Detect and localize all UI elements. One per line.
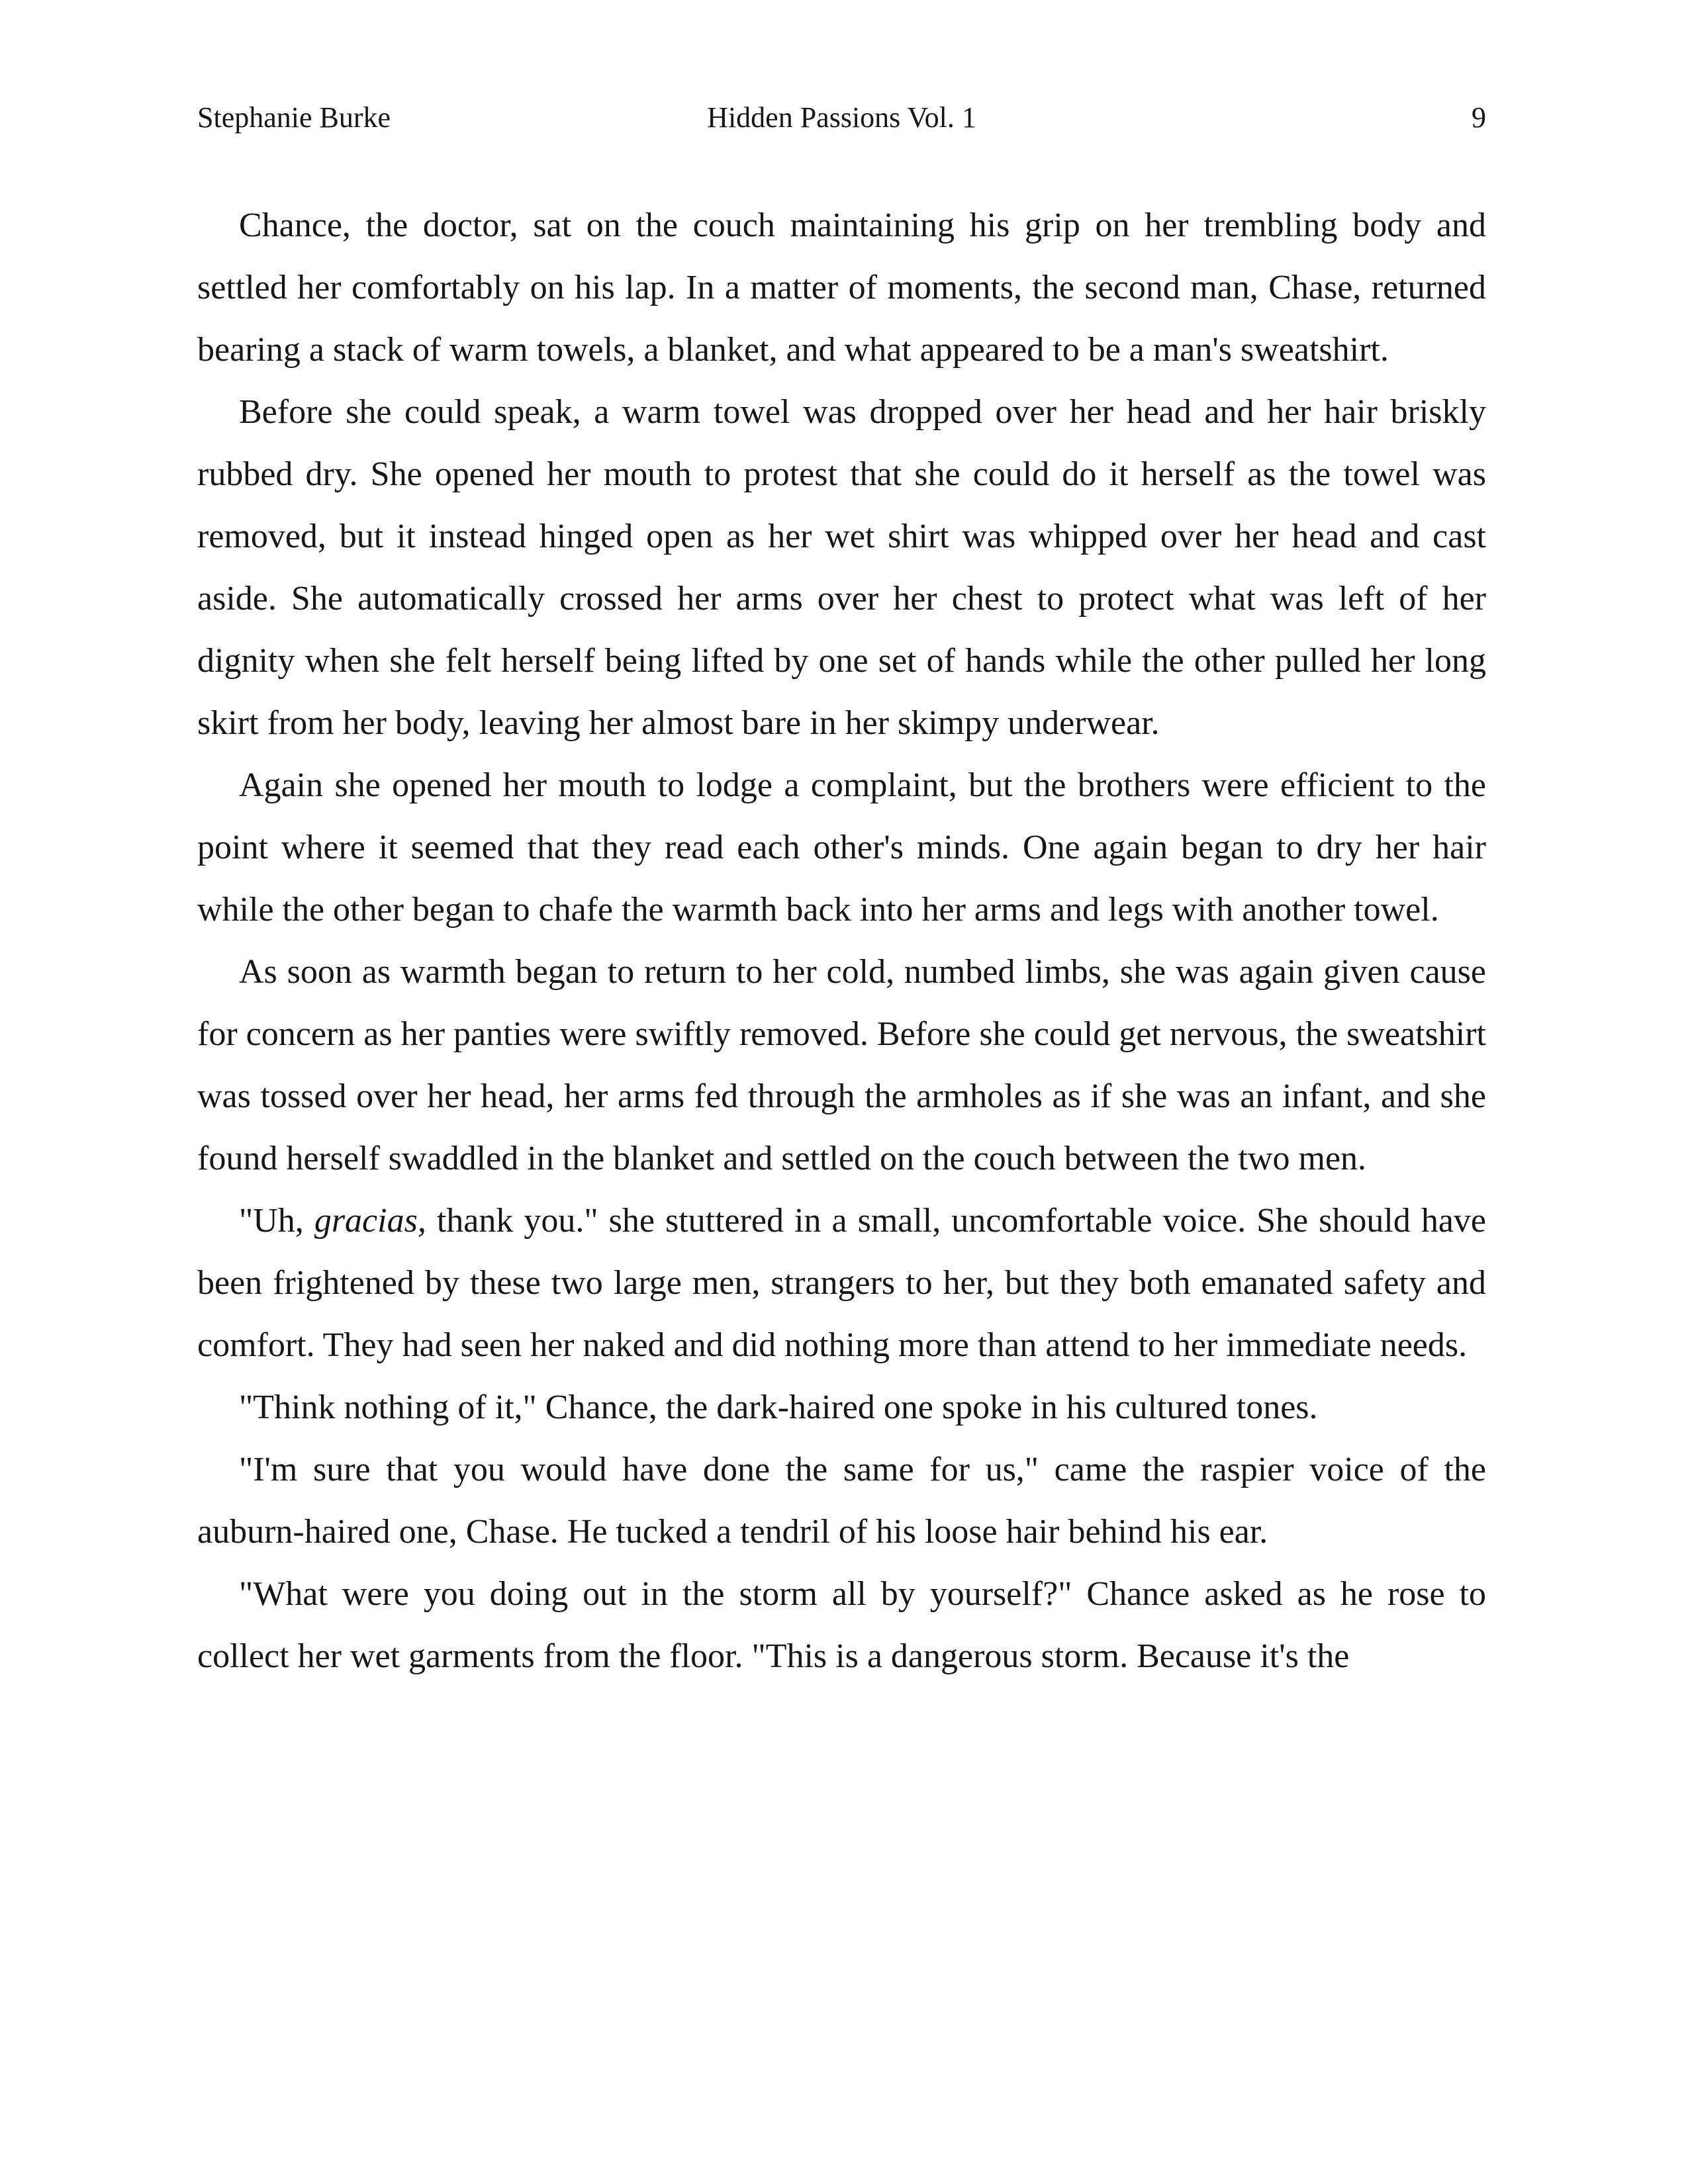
paragraph-5-italic-word: gracias,	[314, 1202, 426, 1240]
header-page-number: 9	[1472, 101, 1486, 134]
paragraph-2: Before she could speak, a warm towel was dropped over her head and her hair briskly rubbed dry. She opened her mouth to protest that she could do it herself as the towel was removed, but it instead hinged open as her wet shirt was whipped over her head and cast aside. She automatically crossed her arms over her chest to protect what was left of her dignity when she felt herself being lifted by one set of hands while the other pulled her long skirt from her body, leaving her almost bare in her skimpy underwear.	[197, 393, 1486, 742]
paragraph-1: Chance, the doctor, sat on the couch maintaining his grip on her trembling body and settled her comfortably on his lap. In a matter of moments, the second man, Chase, returned bearing a stack of warm towels, a blanket, and what appeared to be a man's sweatshirt.	[197, 206, 1486, 369]
paragraph-4: As soon as warmth began to return to her cold, numbed limbs, she was again given cause for concern as her panties were swiftly removed. Before she could get nervous, the sweatshirt was tossed over her head, her arms fed through the armholes as if she was an infant, and she found herself swaddled in the blanket and settled on the couch between the two men.	[197, 953, 1486, 1177]
paragraph-5-post: thank you." she stuttered in a small, uncomfortable voice. She should have been frightened by these two large men, strangers to her, but they both emanated safety and comfort. They had seen her naked and did nothing more than attend to her immediate needs.	[197, 1202, 1487, 1364]
paragraph-8: "What were you doing out in the storm all by yourself?" Chance asked as he rose to collect her wet garments from the floor. "This is a dangerous storm. Because it's the	[197, 1575, 1486, 1675]
paragraph-6: "Think nothing of it," Chance, the dark-haired one spoke in his cultured tones.	[239, 1388, 1318, 1426]
header-author: Stephanie Burke	[197, 101, 391, 134]
running-header	[197, 98, 1486, 138]
paragraph-3: Again she opened her mouth to lodge a complaint, but the brothers were efficient to the point where it seemed that they read each other's minds. One again began to dry her hair while the other began to chafe the warmth back into her arms and legs with another towel.	[197, 766, 1486, 929]
paragraph-5	[197, 1190, 1486, 1377]
paragraph-7: "I'm sure that you would have done the same for us," came the raspier voice of the auburn-haired one, Chase. He tucked a tendril of his loose hair behind his ear.	[197, 1451, 1486, 1551]
body-text	[197, 195, 1486, 1688]
paragraph-5-pre: "Uh,	[239, 1202, 314, 1240]
header-book-title: Hidden Passions Vol. 1	[707, 101, 976, 134]
